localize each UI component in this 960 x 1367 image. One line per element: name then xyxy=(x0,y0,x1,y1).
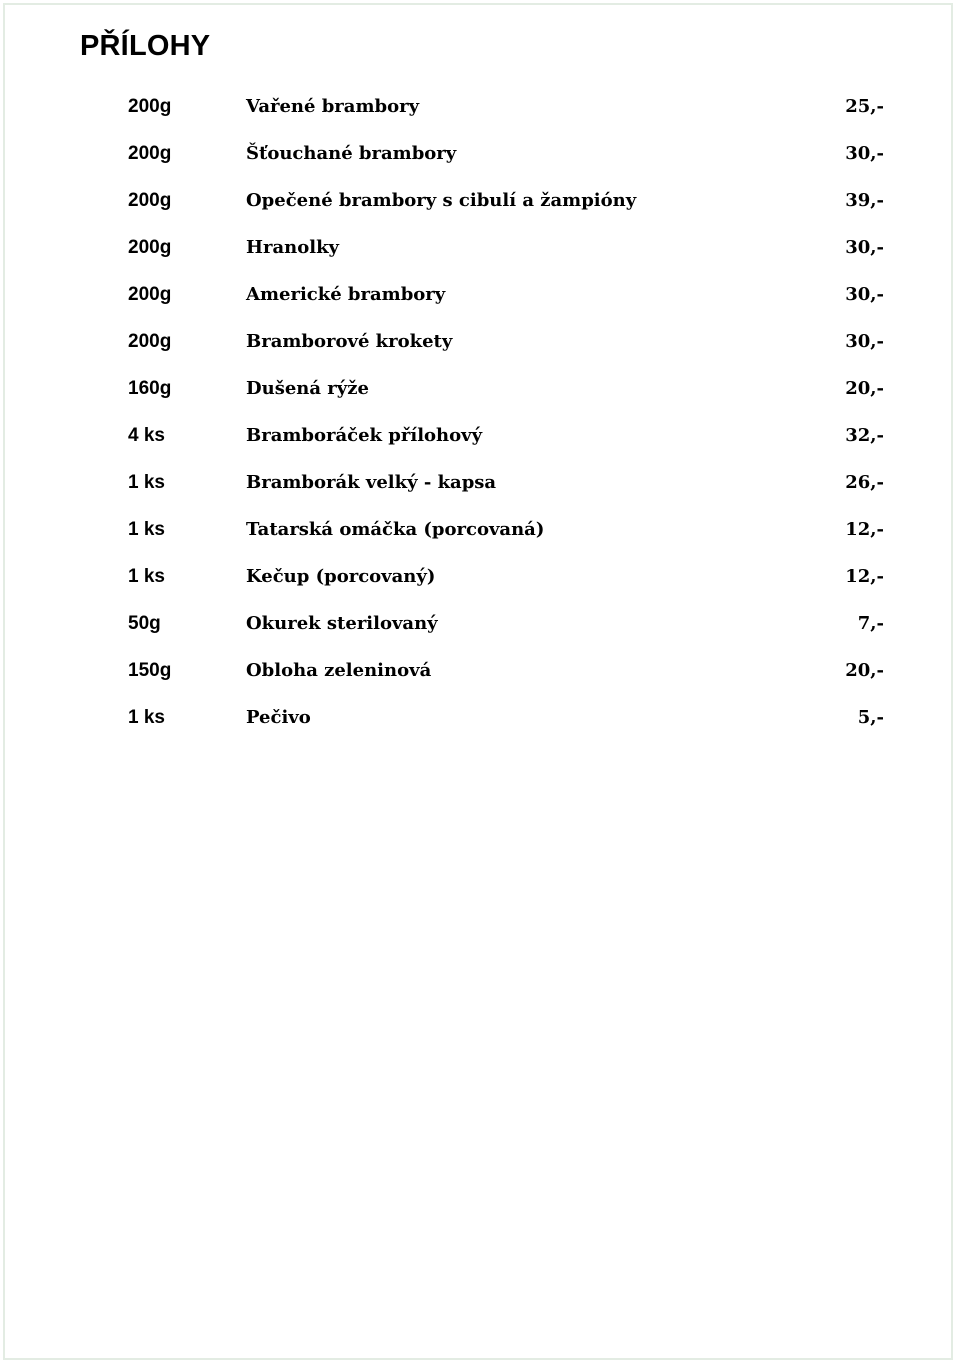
menu-item xyxy=(128,231,886,278)
item-price: 12,- xyxy=(845,566,884,587)
menu-item xyxy=(128,513,886,560)
menu-item xyxy=(128,466,886,513)
item-price: 39,- xyxy=(845,190,884,211)
item-name: Vařené brambory xyxy=(246,96,420,117)
item-price: 30,- xyxy=(845,331,884,352)
menu-item xyxy=(128,325,886,372)
item-quantity: 160g xyxy=(128,378,172,399)
item-quantity: 150g xyxy=(128,660,172,681)
item-price: 25,- xyxy=(845,96,884,117)
menu-item xyxy=(128,184,886,231)
item-quantity: 200g xyxy=(128,284,172,305)
side-dish-list xyxy=(128,90,886,748)
item-quantity: 200g xyxy=(128,331,172,352)
item-price: 5,- xyxy=(857,707,884,728)
menu-item xyxy=(128,654,886,701)
item-name: Šťouchané brambory xyxy=(246,143,457,164)
menu-item xyxy=(128,560,886,607)
item-quantity: 200g xyxy=(128,143,172,164)
item-quantity: 200g xyxy=(128,96,172,117)
item-price: 7,- xyxy=(857,613,884,634)
item-price: 30,- xyxy=(845,237,884,258)
item-name: Bramborové krokety xyxy=(246,331,453,352)
item-name: Tatarská omáčka (porcovaná) xyxy=(246,519,545,540)
item-name: Bramboráček přílohový xyxy=(246,425,483,446)
item-quantity: 200g xyxy=(128,237,172,258)
item-price: 32,- xyxy=(845,425,884,446)
page-title: PŘÍLOHY xyxy=(80,30,211,62)
menu-item xyxy=(128,607,886,654)
item-name: Bramborák velký - kapsa xyxy=(246,472,497,493)
item-name: Hranolky xyxy=(246,237,340,258)
item-quantity: 50g xyxy=(128,613,161,634)
item-quantity: 1 ks xyxy=(128,566,165,587)
item-quantity: 1 ks xyxy=(128,472,165,493)
item-price: 12,- xyxy=(845,519,884,540)
item-quantity: 1 ks xyxy=(128,707,165,728)
item-quantity: 4 ks xyxy=(128,425,165,446)
menu-item xyxy=(128,701,886,748)
item-price: 20,- xyxy=(845,378,884,399)
item-name: Pečivo xyxy=(246,707,311,728)
menu-item xyxy=(128,137,886,184)
menu-item xyxy=(128,90,886,137)
item-name: Okurek sterilovaný xyxy=(246,613,438,634)
item-price: 30,- xyxy=(845,143,884,164)
item-price: 26,- xyxy=(845,472,884,493)
item-name: Americké brambory xyxy=(246,284,446,305)
item-quantity: 200g xyxy=(128,190,172,211)
menu-item xyxy=(128,419,886,466)
item-quantity: 1 ks xyxy=(128,519,165,540)
item-price: 20,- xyxy=(845,660,884,681)
item-name: Opečené brambory s cibulí a žampióny xyxy=(246,190,637,211)
item-name: Dušená rýže xyxy=(246,378,369,399)
menu-item xyxy=(128,278,886,325)
item-price: 30,- xyxy=(845,284,884,305)
item-name: Kečup (porcovaný) xyxy=(246,566,436,587)
item-name: Obloha zeleninová xyxy=(246,660,432,681)
menu-item xyxy=(128,372,886,419)
